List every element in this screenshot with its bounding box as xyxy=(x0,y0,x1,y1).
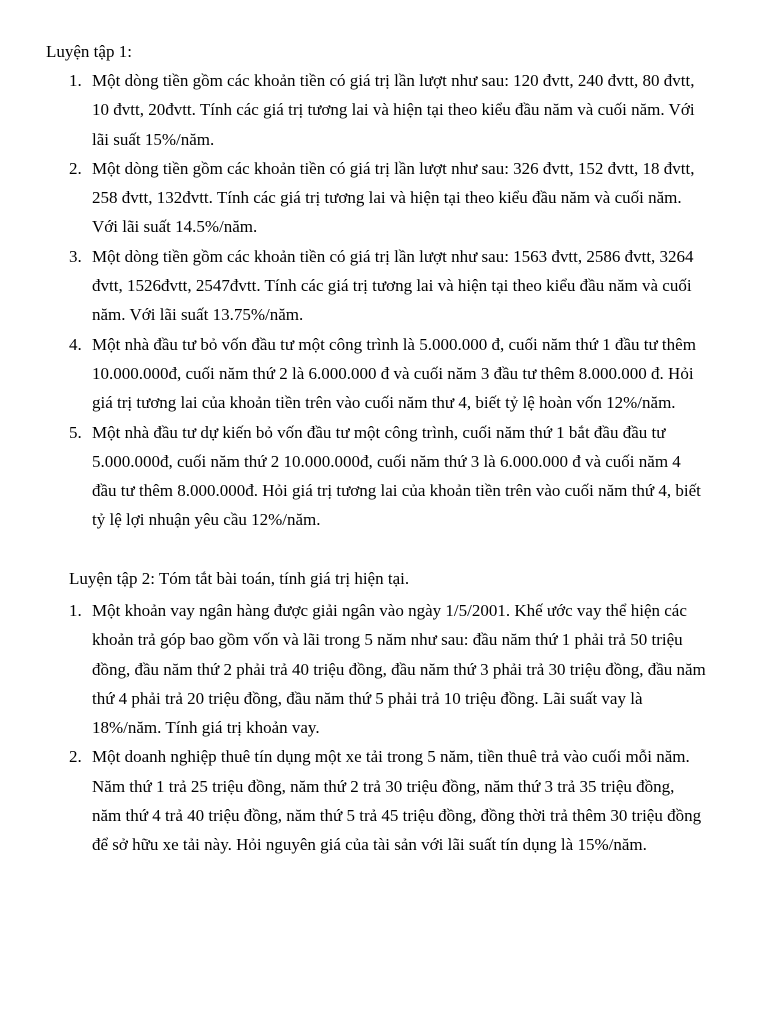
exercise-number: 4. xyxy=(69,334,82,354)
exercise-item xyxy=(0,330,707,418)
exercise-item xyxy=(0,742,707,859)
exercise-text: Một nhà đầu tư bỏ vốn đầu tư một công trình là 5.000.000 đ, cuối năm thứ 1 đầu tư thêm 10.000.000đ, cuối năm thứ 2 là 6.000.000 đ và cuối năm 3 đầu tư thêm 8.000.000 đ. Hỏi giá trị tương lai của khoản tiền trên vào cuối năm thư 4, biết tỷ lệ hoàn vốn 12%/năm. xyxy=(92,334,696,413)
section-1-title: Luyện tập 1: xyxy=(46,42,132,61)
exercise-text: Một khoản vay ngân hàng được giải ngân vào ngày 1/5/2001. Khế ước vay thể hiện các khoản trả góp bao gồm vốn và lãi trong 5 năm như sau: đầu năm thứ 1 phải trả 50 triệu đồng, đầu năm thứ 2 phải trả 40 triệu đồng, đầu năm thứ 3 phải trả 30 triệu đồng, đầu năm thứ 4 phải trả 20 triệu đồng, đầu năm thứ 5 phải trả 10 triệu đồng. Lãi suất vay là 18%/năm. Tính giá trị khoản vay. xyxy=(92,601,706,738)
section-1-exercise-list xyxy=(0,66,768,535)
exercise-item xyxy=(0,154,707,242)
exercise-text: Một nhà đầu tư dự kiến bỏ vốn đầu tư một công trình, cuối năm thứ 1 bắt đầu đầu tư 5.000.000đ, cuối năm thứ 2 10.000.000đ, cuối năm thứ 3 là 6.000.000 đ và cuối năm 4 đầu tư thêm 8.000.000đ. Hỏi giá trị tương lai của khoản tiền trên vào cuối năm thứ 4, biết tỷ lệ lợi nhuận yêu cầu 12%/năm. xyxy=(92,422,701,530)
exercise-item xyxy=(0,242,707,330)
exercise-item xyxy=(0,596,707,742)
exercise-text: Một dòng tiền gồm các khoản tiền có giá trị lần lượt như sau: 326 đvtt, 152 đvtt, 18 đvtt, 258 đvtt, 132đvtt. Tính các giá trị tương lai và hiện tại theo kiểu đầu năm và cuối năm. Với lãi suất 14.5%/năm. xyxy=(92,158,695,237)
section-2-title: Luyện tập 2: Tóm tắt bài toán, tính giá trị hiện tại. xyxy=(69,569,410,588)
exercise-text: Một doanh nghiệp thuê tín dụng một xe tải trong 5 năm, tiền thuê trả vào cuối mỗi năm. Năm thứ 1 trả 25 triệu đồng, năm thứ 2 trả 30 triệu đồng, năm thứ 3 trả 35 triệu đồng, năm thứ 4 trả 40 triệu đồng, năm thứ 5 trả 45 triệu đồng, đồng thời trả thêm 30 triệu đồng để sở hữu xe tải này. Hỏi nguyên giá của tài sản với lãi suất tín dụng là 15%/năm. xyxy=(92,747,702,855)
exercise-item xyxy=(0,66,707,154)
exercise-number: 2. xyxy=(69,158,82,178)
section-2-exercise-list xyxy=(0,596,768,860)
exercise-text: Một dòng tiền gồm các khoản tiền có giá trị lần lượt như sau: 120 đvtt, 240 đvtt, 80 đvtt, 10 đvtt, 20đvtt. Tính các giá trị tương lai và hiện tại theo kiểu đầu năm và cuối năm. Với lãi suất 15%/năm. xyxy=(92,71,695,149)
exercise-number: 2. xyxy=(69,747,82,767)
exercise-item xyxy=(0,418,707,535)
exercise-text: Một dòng tiền gồm các khoản tiền có giá trị lần lượt như sau: 1563 đvtt, 2586 đvtt, 3264 đvtt, 1526đvtt, 2547đvtt. Tính các giá trị tương lai và hiện tại theo kiểu đầu năm và cuối năm. Với lãi suất 13.75%/năm. xyxy=(92,246,694,325)
exercise-number: 1. xyxy=(69,71,82,90)
exercise-number: 5. xyxy=(69,422,82,442)
exercise-number: 1. xyxy=(69,601,82,620)
exercise-number: 3. xyxy=(69,246,82,266)
